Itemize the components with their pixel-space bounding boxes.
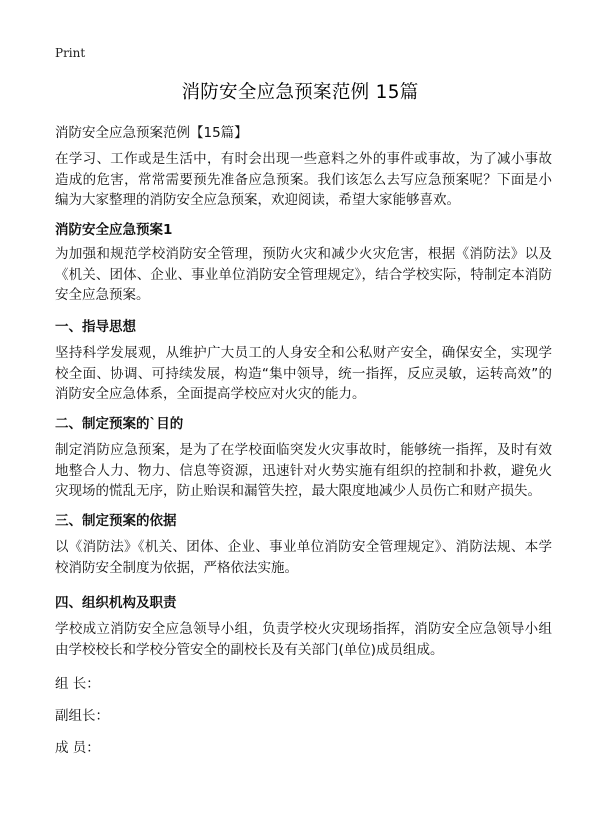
- leader-field-label: 组 长：: [55, 676, 100, 692]
- plan1-paragraph: 为加强和规范学校消防安全管理，预防火灾和减少火灾危害，根据《消防法》以及《机关、团体、企业、事业单位消防安全管理规定》，结合学校实际，特制定本消防安全应急预案。: [55, 246, 552, 303]
- section-heading-basis: 三、制定预案的依据: [55, 513, 177, 529]
- organization-paragraph: 学校成立消防安全应急领导小组，负责学校火灾现场指挥，消防安全应急领导小组由学校校长和学校分管安全的副校长及有关部门(单位)成员组成。: [55, 621, 552, 658]
- member-field-label: 成 员：: [55, 740, 100, 756]
- section-heading-organization: 四、组织机构及职责: [55, 595, 177, 611]
- document-title: 消防安全应急预案范例 15篇: [181, 82, 419, 103]
- basis-paragraph: 以《消防法》《机关、团体、企业、事业单位消防安全管理规定》、消防法规、本学校消防安全制度为依据，严格依法实施。: [55, 539, 552, 576]
- section-heading-purpose: 二、制定预案的`目的: [55, 416, 184, 432]
- purpose-paragraph: 制定消防应急预案，是为了在学校面临突发火灾事故时，能够统一指挥，及时有效地整合人力、物力、信息等资源，迅速针对火势实施有组织的控制和扑救，避免火灾现场的慌乱无序，防止贻误和漏管失控，最大限度地减少人员伤亡和财产损失。: [55, 442, 552, 499]
- print-link[interactable]: Print: [55, 46, 86, 60]
- deputy-leader-field-label: 副组长：: [55, 708, 109, 724]
- section-heading-guiding-thought: 一、指导思想: [55, 319, 136, 335]
- section-heading-plan1: 消防安全应急预案1: [55, 222, 173, 238]
- intro-paragraph: 在学习、工作或是生活中，有时会出现一些意料之外的事件或事故，为了减小事故造成的危害，常常需要预先准备应急预案。我们该怎么去写应急预案呢？下面是小编为大家整理的消防安全应急预案，欢迎阅读，希望大家能够喜欢。: [55, 151, 552, 208]
- guiding-thought-paragraph: 坚持科学发展观，从维护广大员工的人身安全和公私财产安全，确保安全，实现学校全面、协调、可持续发展，构造“集中领导，统一指挥，反应灵敏，运转高效”的消防安全应急体系，全面提高学校应对火灾的能力。: [55, 345, 552, 402]
- document-subtitle: 消防安全应急预案范例【15篇】: [55, 125, 248, 141]
